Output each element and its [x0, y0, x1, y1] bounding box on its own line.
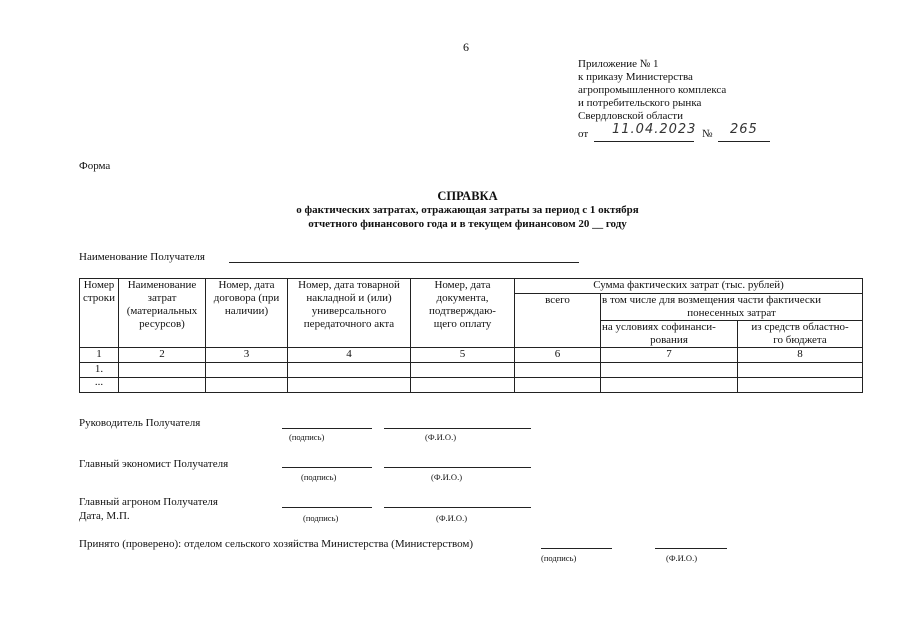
table-cell [601, 378, 738, 393]
col-number: 3 [206, 348, 288, 363]
header-payment-doc: Номер, дата документа, подтверждаю- щего оплату [411, 279, 515, 348]
table-cell [206, 378, 288, 393]
sig-head-label: Руководитель Получателя [79, 417, 201, 429]
handwritten-date: 11.04.2023 [612, 122, 697, 137]
col-number: 2 [119, 348, 206, 363]
accepted-label: Принято (проверено): отделом сельского хозяйства Министерства (Министерством) [79, 538, 474, 550]
date-stamp-label: Дата, М.П. [79, 510, 130, 522]
sig-agronomist-label: Главный агроном Получателя [79, 496, 218, 508]
sig-head-fio: (Ф.И.О.) [425, 432, 457, 442]
table-cell [601, 363, 738, 378]
header-cost-name: Наименование затрат (материальных ресурсов) [119, 279, 206, 348]
number-blank [718, 122, 770, 142]
accepted-podpis: (подпись) [541, 553, 577, 563]
appendix-date-line [578, 122, 778, 144]
header-sum: Сумма фактических затрат (тыс. рублей) [515, 279, 863, 294]
header-invoice: Номер, дата товарной накладной и (или) универсального передаточного акта [288, 279, 411, 348]
sig-head-sign-line [282, 428, 372, 429]
sig-agronomist-sign-line [282, 507, 372, 508]
appendix-line: Приложение № 1 [578, 58, 659, 70]
table-row [80, 378, 863, 393]
col-number: 6 [515, 348, 601, 363]
col-number: 1 [80, 348, 119, 363]
title-line2: о фактических затратах, отражающая затраты за период с 1 октября [296, 204, 639, 216]
column-numbers-row [80, 348, 863, 363]
table-cell [119, 363, 206, 378]
table-cell [515, 378, 601, 393]
sig-agronomist-fio-line [384, 507, 531, 508]
page-number: 6 [463, 40, 469, 54]
date-prefix: от [578, 128, 589, 140]
sig-economist-fio: (Ф.И.О.) [431, 472, 463, 482]
table-cell [119, 378, 206, 393]
appendix-line: агропромышленного комплекса [578, 84, 727, 96]
header-row-number: Номер строки [80, 279, 119, 348]
sig-agronomist-podpis: (подпись) [303, 513, 339, 523]
sig-economist-sign-line [282, 467, 372, 468]
form-label: Форма [79, 160, 111, 172]
sig-head-fio-line [384, 428, 531, 429]
row-number: 1. [80, 363, 119, 378]
title-main: СПРАВКА [437, 189, 498, 203]
header-regional-budget: из средств областно- го бюджета [738, 321, 863, 348]
document-title [170, 189, 765, 231]
table-cell [288, 378, 411, 393]
table-cell [288, 363, 411, 378]
appendix-line: и потребительского рынка [578, 97, 702, 109]
table-cell [206, 363, 288, 378]
header-contract: Номер, дата договора (при наличии) [206, 279, 288, 348]
date-blank [594, 122, 697, 142]
table-row [80, 363, 863, 378]
recipient-label: Наименование Получателя [79, 251, 205, 263]
col-number: 5 [411, 348, 515, 363]
appendix-block [578, 58, 798, 123]
handwritten-number: 265 [730, 122, 758, 137]
sig-economist-fio-line [384, 467, 531, 468]
table-cell [738, 363, 863, 378]
col-number: 8 [738, 348, 863, 363]
accepted-sign-line [541, 548, 612, 549]
table-cell [411, 363, 515, 378]
accepted-fio-line [655, 548, 727, 549]
header-including: в том числе для возмещения части фактически понесенных затрат [601, 294, 863, 321]
appendix-line: Свердловской области [578, 110, 683, 122]
sig-head-podpis: (подпись) [289, 432, 325, 442]
costs-table [79, 278, 863, 393]
accepted-fio: (Ф.И.О.) [666, 553, 698, 563]
title-line3: отчетного финансового года и в текущем финансовом 20 __ году [308, 218, 627, 230]
recipient-blank [229, 262, 579, 263]
col-number: 4 [288, 348, 411, 363]
table-cell [411, 378, 515, 393]
sig-economist-podpis: (подпись) [301, 472, 337, 482]
col-number: 7 [601, 348, 738, 363]
sig-economist-label: Главный экономист Получателя [79, 458, 229, 470]
row-number: ... [80, 378, 119, 393]
table-cell [515, 363, 601, 378]
table-cell [738, 378, 863, 393]
header-total: всего [515, 294, 601, 348]
number-prefix: № [702, 128, 713, 140]
sig-agronomist-fio: (Ф.И.О.) [436, 513, 468, 523]
appendix-line: к приказу Министерства [578, 71, 693, 83]
header-cofinancing: на условиях софинанси- рования [601, 321, 738, 348]
